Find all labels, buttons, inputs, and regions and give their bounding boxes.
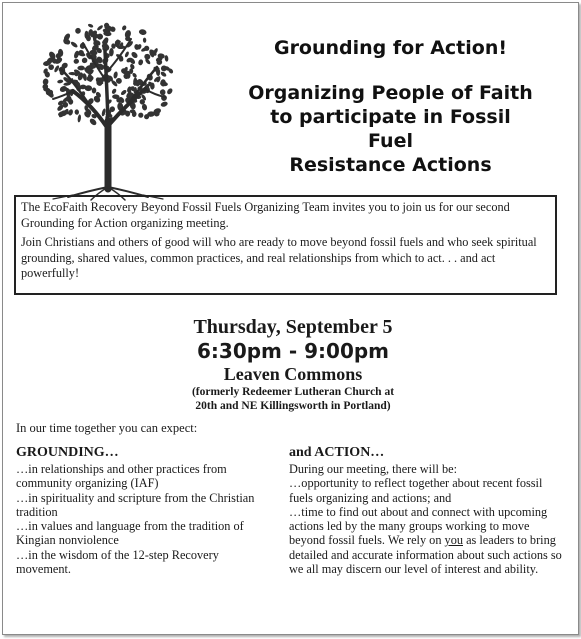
flyer-subtitle-line-1: Organizing People of Faith — [248, 82, 533, 104]
flyer-title: Grounding for Action! — [273, 37, 508, 59]
grounding-item: …in values and language from the tradition of Kingian nonviolence — [16, 519, 244, 548]
invitation-paragraph-1: The EcoFaith Recovery Beyond Fossil Fuels Organizing Team invites you to join us for our second Grounding for Action organizing meeting. — [21, 200, 510, 230]
action-item-1: …opportunity to reflect together about recent fossil fuels organizing and actions; and — [289, 476, 543, 505]
headline-block — [218, 37, 563, 177]
grounding-item: …in the wisdom of the 12-step Recovery movement. — [16, 547, 219, 577]
action-heading: and ACTION… — [289, 445, 385, 460]
grounding-item: …in spirituality and scripture from the Christian tradition — [16, 490, 255, 519]
event-date: Thursday, September 5 — [193, 316, 393, 338]
action-intro: During our meeting, there will be: — [289, 462, 458, 476]
grounding-heading: GROUNDING… — [16, 445, 119, 460]
event-details — [63, 315, 523, 413]
action-item-2 — [289, 505, 567, 576]
invitation-box — [14, 195, 557, 295]
flyer-subtitle-line-2: to participate in Fossil — [270, 106, 511, 128]
grounding-item: …in relationships and other practices from community organizing (IAF) — [16, 462, 227, 491]
event-address-line-2: 20th and NE Killingsworth in Portland) — [195, 400, 391, 412]
flyer-subtitle-line-4: Resistance Actions — [289, 154, 492, 176]
grounding-column — [16, 445, 274, 576]
flyer — [2, 2, 579, 635]
event-venue: Leaven Commons — [223, 364, 363, 384]
expect-intro: In our time together you can expect: — [16, 421, 198, 435]
action-column — [289, 445, 567, 576]
flyer-subtitle-line-3: Fuel — [368, 130, 413, 152]
action-item-2-emphasis: you — [444, 533, 463, 548]
tree-logo-icon — [33, 11, 183, 201]
action-item-2-text-end: as leaders to bring detailed and accurate information about such actions so we all may discern our level of interest and ability. — [289, 533, 562, 577]
event-time: 6:30pm - 9:00pm — [196, 339, 390, 363]
action-item-2-text: …time to find out about and connect with upcoming actions led by the many groups working to move beyond fossil fuels. We rely on — [289, 504, 548, 548]
event-address-line-1: (formerly Redeemer Lutheran Church at — [191, 386, 395, 398]
invitation-paragraph-2: Join Christians and others of good will who are ready to move beyond fossil fuels and who seek spiritual grounding, shared values, common practices, and real relationships from which to act. . . and act powerfully! — [21, 235, 537, 280]
